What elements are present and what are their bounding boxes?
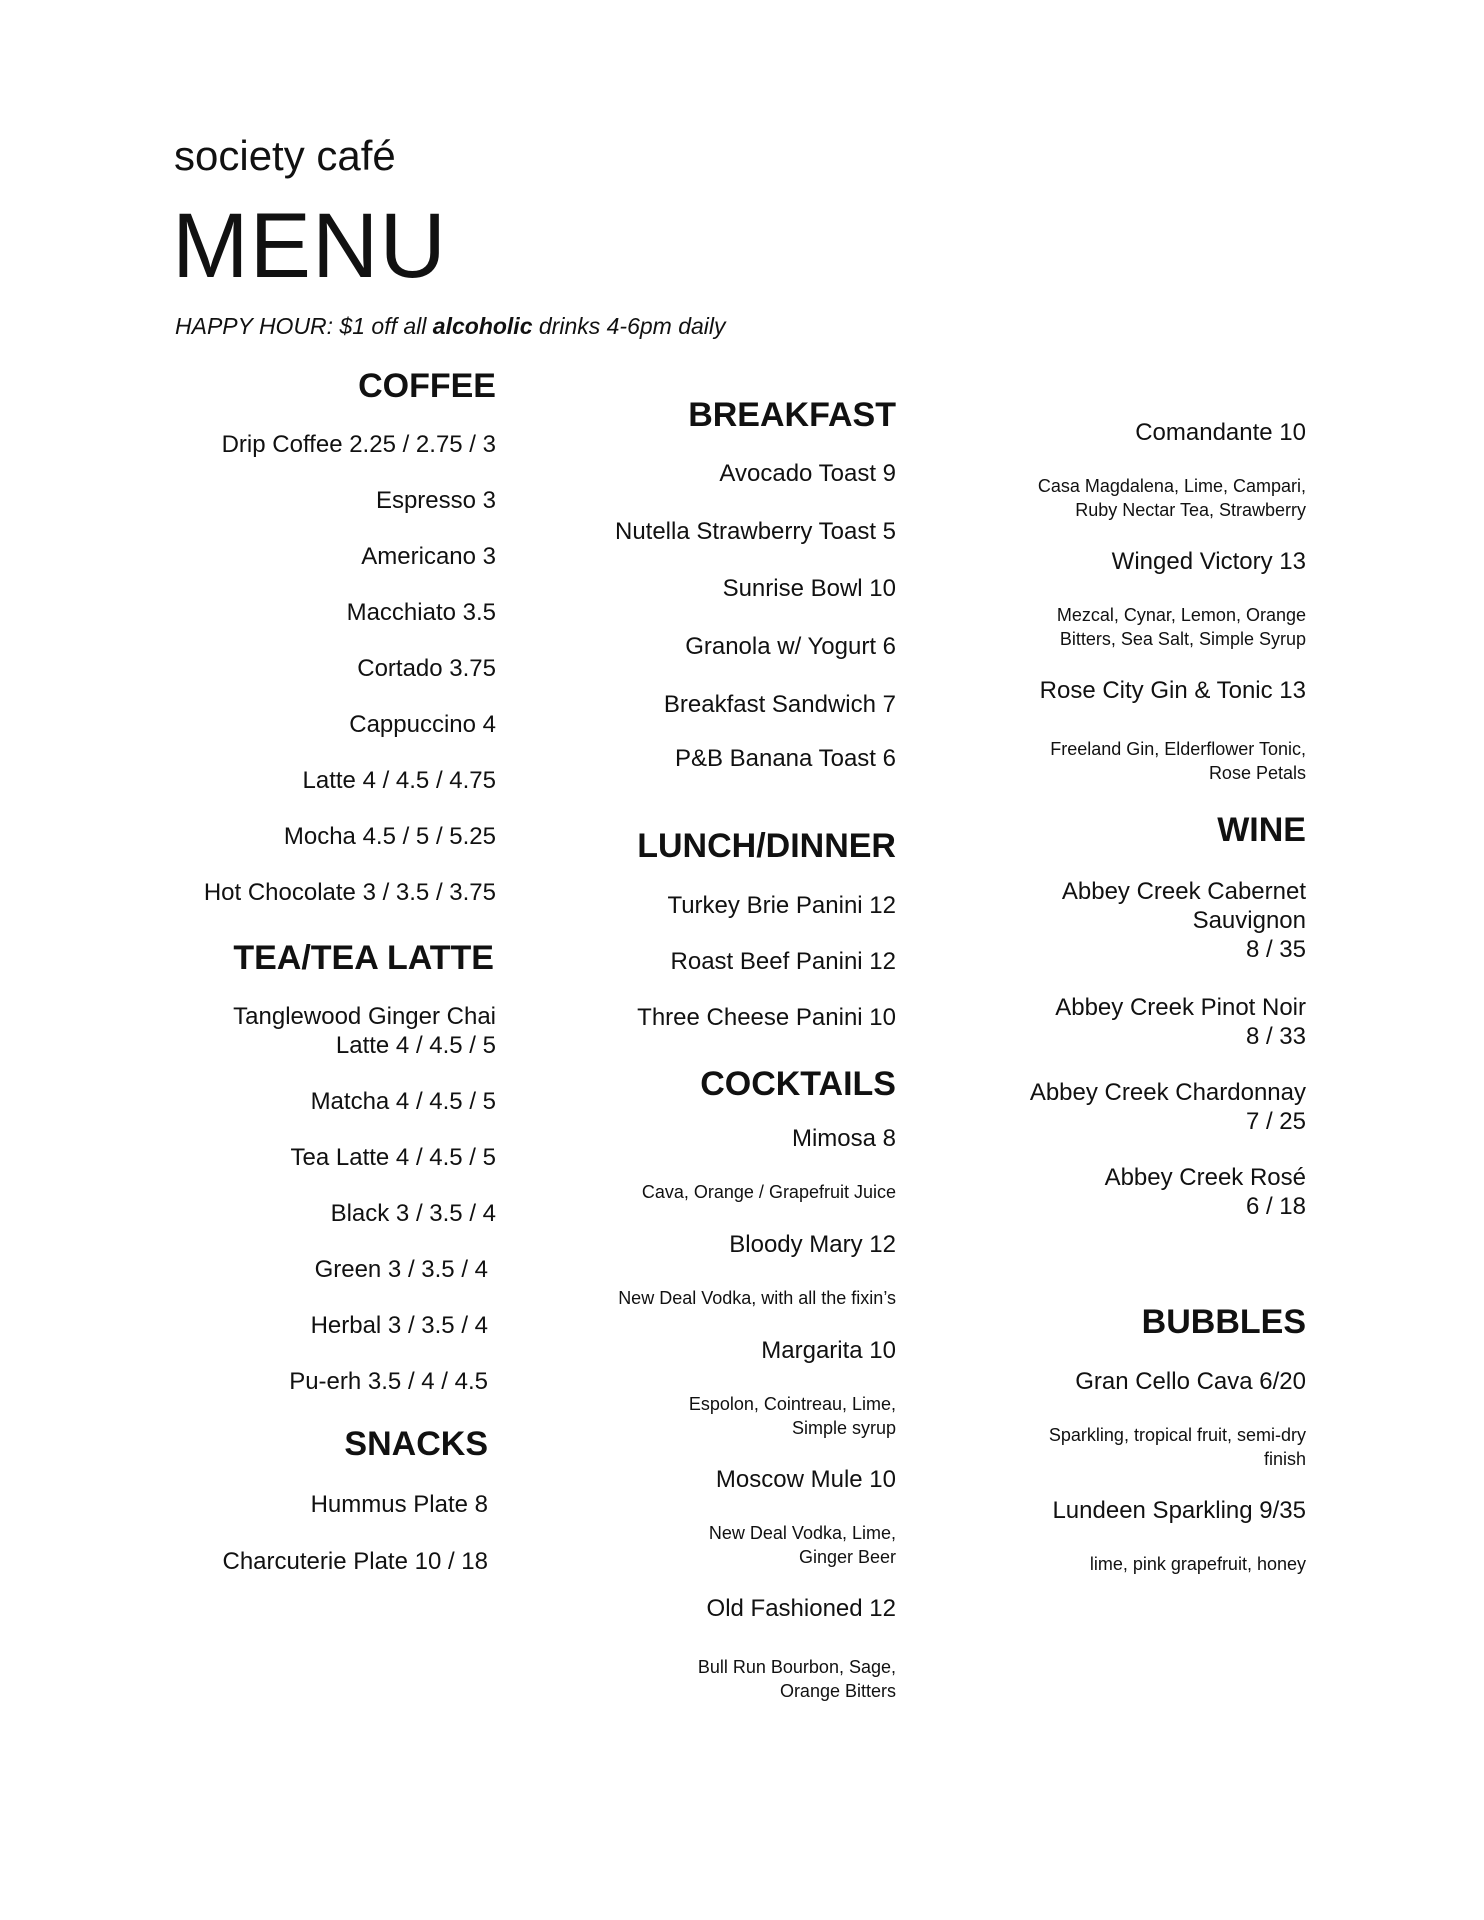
wine-price: 7 / 25 xyxy=(1245,1108,1306,1135)
breakfast-item: Nutella Strawberry Toast 5 xyxy=(614,518,896,545)
wine-heading: WINE xyxy=(1217,811,1306,849)
wine-price: 8 / 33 xyxy=(1245,1023,1306,1050)
wine-price: 8 / 35 xyxy=(1245,936,1306,963)
coffee-item: Latte 4 / 4.5 / 4.75 xyxy=(302,767,496,794)
cocktail-desc: Ginger Beer xyxy=(798,1547,896,1567)
bubbles-desc: Sparkling, tropical fruit, semi-dry xyxy=(1048,1425,1306,1445)
breakfast-item: Granola w/ Yogurt 6 xyxy=(685,633,896,660)
cocktail-desc: Mezcal, Cynar, Lemon, Orange xyxy=(1056,605,1306,625)
coffee-item: Cortado 3.75 xyxy=(357,655,496,682)
cocktail-desc: Bull Run Bourbon, Sage, xyxy=(697,1657,896,1677)
tea-heading: TEA/TEA LATTE xyxy=(233,939,494,977)
cocktail-name: Mimosa 8 xyxy=(791,1125,896,1152)
bubbles-desc: lime, pink grapefruit, honey xyxy=(1089,1554,1306,1574)
breakfast-item: Breakfast Sandwich 7 xyxy=(663,691,896,718)
wine-item: Abbey Creek Rosé xyxy=(1104,1164,1306,1191)
bubbles-name: Lundeen Sparkling 9/35 xyxy=(1052,1497,1306,1524)
cocktail-name: Bloody Mary 12 xyxy=(729,1231,896,1258)
page-title: MENU xyxy=(172,195,447,297)
tea-item: Pu-erh 3.5 / 4 / 4.5 xyxy=(289,1368,488,1395)
coffee-item: Cappuccino 4 xyxy=(349,711,496,738)
cocktail-desc: Bitters, Sea Salt, Simple Syrup xyxy=(1059,629,1306,649)
cocktail-desc: New Deal Vodka, Lime, xyxy=(708,1523,896,1543)
coffee-item: Drip Coffee 2.25 / 2.75 / 3 xyxy=(221,431,496,458)
cocktail-desc: Freeland Gin, Elderflower Tonic, xyxy=(1050,739,1306,759)
cocktail-desc: New Deal Vodka, with all the fixin’s xyxy=(618,1288,896,1308)
happy-hour-note xyxy=(175,311,726,341)
happy-hour-bold: alcoholic xyxy=(432,313,533,339)
cocktail-name: Old Fashioned 12 xyxy=(706,1595,896,1622)
happy-hour-prefix: HAPPY HOUR: $1 off all xyxy=(175,313,433,339)
tea-item: Tanglewood Ginger Chai xyxy=(233,1003,496,1030)
breakfast-heading: BREAKFAST xyxy=(688,396,896,434)
tea-item: Black 3 / 3.5 / 4 xyxy=(330,1200,496,1227)
coffee-heading: COFFEE xyxy=(358,367,496,405)
snacks-item: Hummus Plate 8 xyxy=(310,1491,488,1518)
happy-hour-suffix: drinks 4-6pm daily xyxy=(532,313,726,339)
tea-item: Tea Latte 4 / 4.5 / 5 xyxy=(290,1144,496,1171)
coffee-item: Mocha 4.5 / 5 / 5.25 xyxy=(283,823,496,850)
brand-name: society café xyxy=(174,132,396,179)
wine-item: Sauvignon xyxy=(1192,907,1306,934)
breakfast-item: Avocado Toast 9 xyxy=(719,460,896,487)
wine-item: Abbey Creek Pinot Noir xyxy=(1055,994,1306,1021)
breakfast-item: P&B Banana Toast 6 xyxy=(674,745,896,772)
lunch-item: Roast Beef Panini 12 xyxy=(670,948,896,975)
cocktail-desc: Casa Magdalena, Lime, Campari, xyxy=(1037,476,1306,496)
tea-item: Matcha 4 / 4.5 / 5 xyxy=(310,1088,496,1115)
snacks-item: Charcuterie Plate 10 / 18 xyxy=(222,1548,488,1575)
lunch-heading: LUNCH/DINNER xyxy=(637,827,896,865)
cocktail-desc: Rose Petals xyxy=(1208,763,1306,783)
cocktail-name: Margarita 10 xyxy=(761,1337,896,1364)
coffee-item: Hot Chocolate 3 / 3.5 / 3.75 xyxy=(203,879,496,906)
lunch-item: Three Cheese Panini 10 xyxy=(637,1004,896,1031)
cocktails-heading: COCKTAILS xyxy=(700,1065,896,1103)
cocktail-desc: Espolon, Cointreau, Lime, xyxy=(688,1394,896,1414)
cocktail-name: Winged Victory 13 xyxy=(1111,548,1306,575)
tea-item: Latte 4 / 4.5 / 5 xyxy=(335,1032,496,1059)
bubbles-desc: finish xyxy=(1263,1449,1306,1469)
cocktail-desc: Ruby Nectar Tea, Strawberry xyxy=(1075,500,1306,520)
tea-item: Herbal 3 / 3.5 / 4 xyxy=(310,1312,488,1339)
coffee-item: Espresso 3 xyxy=(375,487,496,514)
coffee-item: Americano 3 xyxy=(361,543,496,570)
cocktail-desc: Cava, Orange / Grapefruit Juice xyxy=(641,1182,896,1202)
coffee-item: Macchiato 3.5 xyxy=(346,599,496,626)
cocktail-desc: Simple syrup xyxy=(791,1418,896,1438)
tea-item: Green 3 / 3.5 / 4 xyxy=(314,1256,488,1283)
snacks-heading: SNACKS xyxy=(344,1425,488,1463)
wine-price: 6 / 18 xyxy=(1245,1193,1306,1220)
cocktail-name: Rose City Gin & Tonic 13 xyxy=(1039,677,1306,704)
breakfast-item: Sunrise Bowl 10 xyxy=(722,575,896,602)
cocktail-name: Comandante 10 xyxy=(1135,419,1306,446)
bubbles-name: Gran Cello Cava 6/20 xyxy=(1075,1368,1306,1395)
wine-item: Abbey Creek Chardonnay xyxy=(1029,1079,1306,1106)
bubbles-heading: BUBBLES xyxy=(1141,1303,1306,1341)
lunch-item: Turkey Brie Panini 12 xyxy=(667,892,896,919)
cocktail-name: Moscow Mule 10 xyxy=(715,1466,896,1493)
wine-item: Abbey Creek Cabernet xyxy=(1061,878,1306,905)
cocktail-desc: Orange Bitters xyxy=(779,1681,896,1701)
